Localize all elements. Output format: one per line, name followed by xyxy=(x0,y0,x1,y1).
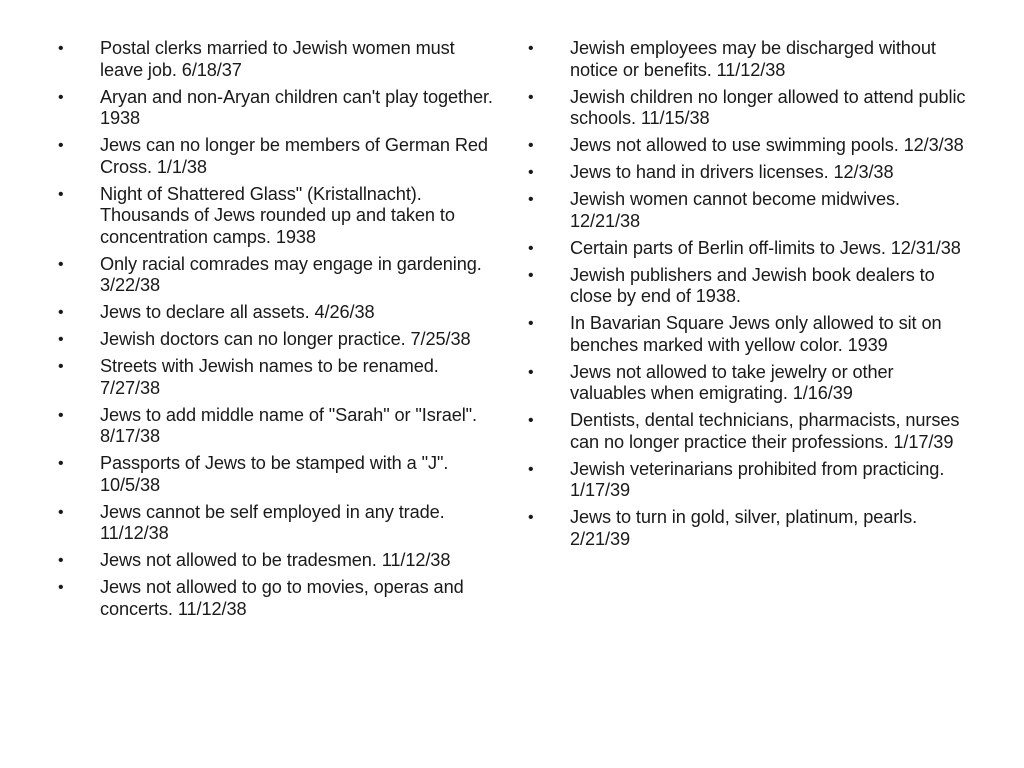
list-item xyxy=(528,507,968,550)
list-item-text: Jews not allowed to use swimming pools. 12/3/38 xyxy=(570,135,964,155)
list-item-text: Jews to hand in drivers licenses. 12/3/38 xyxy=(570,162,894,182)
bullet-icon: • xyxy=(528,164,534,181)
list-item xyxy=(528,362,968,405)
bullet-icon: • xyxy=(58,552,64,569)
list-item xyxy=(528,265,968,308)
list-item xyxy=(528,238,968,260)
left-column xyxy=(58,38,498,626)
list-item-text: Jewish doctors can no longer practice. 7/25/38 xyxy=(100,329,471,349)
list-item xyxy=(528,135,968,157)
list-item-text: Jews not allowed to be tradesmen. 11/12/38 xyxy=(100,550,451,570)
bullet-icon: • xyxy=(58,579,64,596)
left-bullet-list xyxy=(58,38,498,620)
list-item xyxy=(58,135,498,178)
list-item xyxy=(58,502,498,545)
list-item-text: Jewish women cannot become midwives. 12/21/38 xyxy=(570,189,900,231)
bullet-icon: • xyxy=(58,40,64,57)
list-item-text: Jews cannot be self employed in any trade. 11/12/38 xyxy=(100,501,445,543)
list-item xyxy=(58,356,498,399)
bullet-icon: • xyxy=(528,412,534,429)
list-item-text: Only racial comrades may engage in gardening. 3/22/38 xyxy=(100,253,482,295)
list-item-text: Passports of Jews to be stamped with a "J". 10/5/38 xyxy=(100,453,449,495)
list-item xyxy=(58,38,498,81)
bullet-icon: • xyxy=(58,358,64,375)
bullet-icon: • xyxy=(58,406,64,424)
bullet-icon: • xyxy=(58,185,64,203)
bullet-icon: • xyxy=(528,460,534,478)
list-item-text: Jews can no longer be members of German Red Cross. 1/1/38 xyxy=(100,135,488,177)
list-item-text: Jewish employees may be discharged without notice or benefits. 11/12/38 xyxy=(570,38,936,80)
list-item-text: Night of Shattered Glass" (Kristallnacht). Thousands of Jews rounded up and taken to concentration camps. 1938 xyxy=(100,183,455,247)
list-item-text: Postal clerks married to Jewish women must leave job. 6/18/37 xyxy=(100,38,455,80)
list-item xyxy=(528,459,968,502)
bullet-icon: • xyxy=(528,88,534,106)
list-item-text: Aryan and non-Aryan children can't play together. 1938 xyxy=(100,86,493,128)
bullet-icon: • xyxy=(528,137,534,154)
list-item xyxy=(528,189,968,232)
list-item xyxy=(58,254,498,297)
bullet-icon: • xyxy=(58,88,64,106)
bullet-icon: • xyxy=(528,509,534,526)
list-item-text: In Bavarian Square Jews only allowed to sit on benches marked with yellow color. 1939 xyxy=(570,313,942,355)
bullet-icon: • xyxy=(528,363,534,381)
list-item xyxy=(528,38,968,81)
list-item xyxy=(58,184,498,249)
list-item-text: Jews not allowed to take jewelry or other valuables when emigrating. 1/16/39 xyxy=(570,361,894,403)
list-item xyxy=(528,410,968,453)
list-item xyxy=(58,453,498,496)
list-item-text: Streets with Jewish names to be renamed. 7/27/38 xyxy=(100,356,439,398)
list-item xyxy=(58,550,498,572)
bullet-icon: • xyxy=(528,239,534,257)
bullet-icon: • xyxy=(58,331,64,348)
bullet-icon: • xyxy=(528,266,534,284)
list-item xyxy=(58,329,498,351)
bullet-icon: • xyxy=(58,455,64,472)
bullet-icon: • xyxy=(528,40,534,57)
list-item-text: Jewish veterinarians prohibited from practicing. 1/17/39 xyxy=(570,458,945,500)
list-item xyxy=(58,577,498,620)
right-bullet-list xyxy=(528,38,968,550)
list-item xyxy=(58,405,498,448)
list-item xyxy=(528,87,968,130)
bullet-icon: • xyxy=(528,315,534,332)
list-item-text: Jews to declare all assets. 4/26/38 xyxy=(100,302,375,322)
list-item xyxy=(58,87,498,130)
list-item xyxy=(528,313,968,356)
list-item-text: Jewish publishers and Jewish book dealers to close by end of 1938. xyxy=(570,264,935,306)
right-column xyxy=(528,38,968,556)
list-item-text: Certain parts of Berlin off-limits to Jews. 12/31/38 xyxy=(570,237,961,258)
bullet-icon: • xyxy=(528,191,534,208)
bullet-icon: • xyxy=(58,137,64,154)
list-item xyxy=(528,162,968,184)
bullet-icon: • xyxy=(58,255,64,273)
list-item-text: Jews to turn in gold, silver, platinum, pearls. 2/21/39 xyxy=(570,507,918,549)
bullet-icon: • xyxy=(58,503,64,521)
list-item xyxy=(58,302,498,324)
list-item-text: Jews to add middle name of "Sarah" or "Israel". 8/17/38 xyxy=(100,404,477,446)
list-item-text: Jewish children no longer allowed to attend public schools. 11/15/38 xyxy=(570,86,966,128)
list-item-text: Dentists, dental technicians, pharmacists, nurses can no longer practice their professions. 1/17/39 xyxy=(570,410,960,452)
list-item-text: Jews not allowed to go to movies, operas and concerts. 11/12/38 xyxy=(100,577,464,619)
bullet-icon: • xyxy=(58,304,64,321)
